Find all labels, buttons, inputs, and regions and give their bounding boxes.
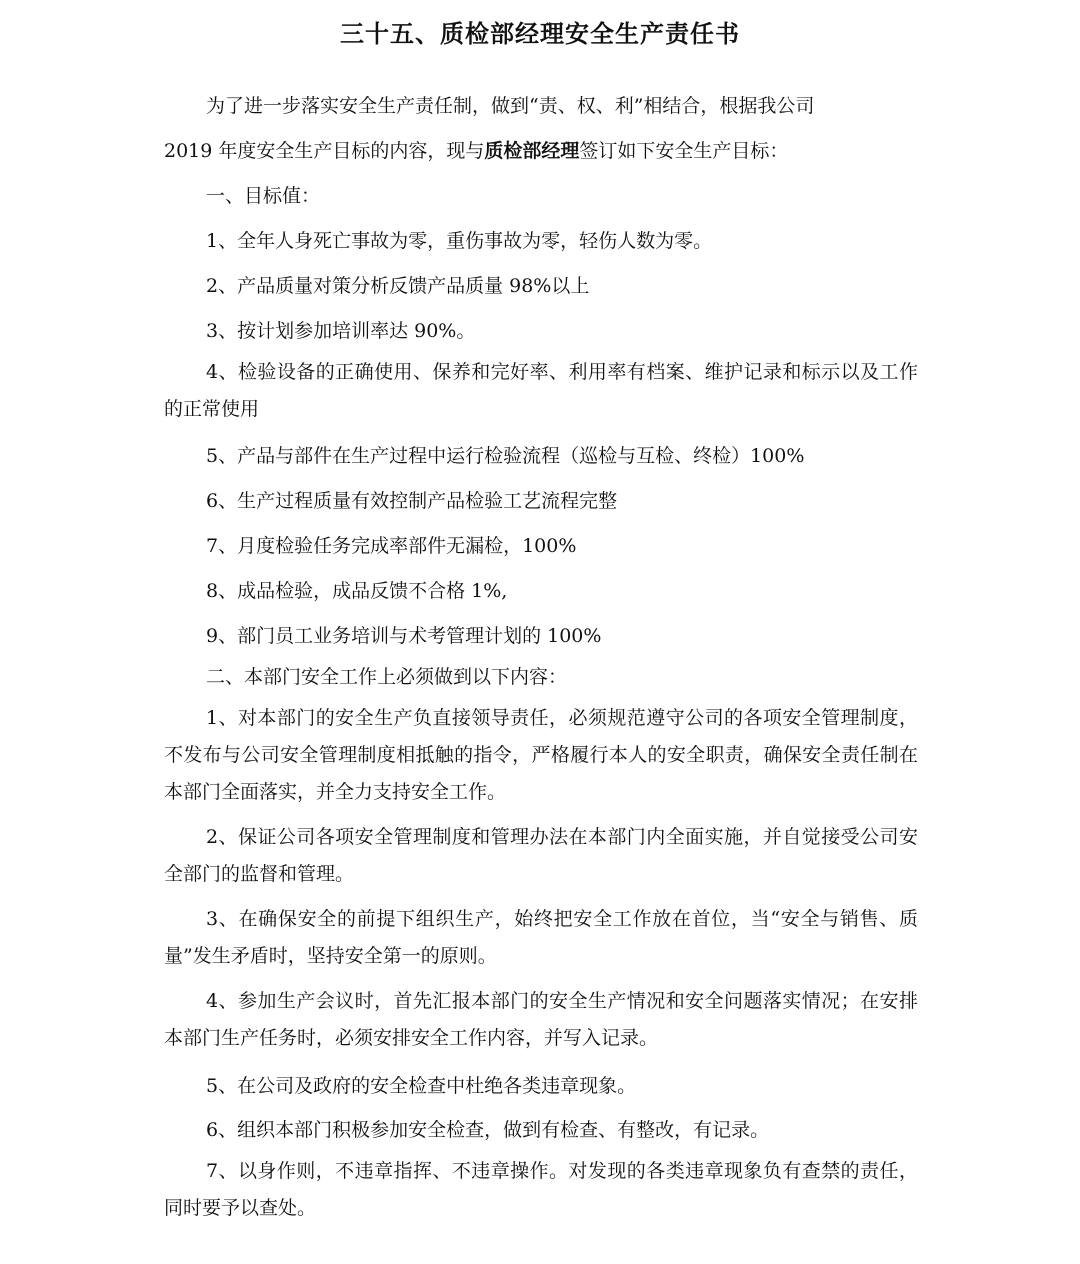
requirement-item-1: 1、对本部门的安全生产负直接领导责任，必须规范遵守公司的各项安全管理制度，不发布与公司安全管理制度相抵触的指令，严格履行本人的安全职责，确保安全责任制在本部门全面落实，并全力支持安全工作。: [164, 707, 918, 803]
intro-paragraph: [164, 84, 918, 174]
target-item-5: 5、产品与部件在生产过程中运行检验流程（巡检与互检、终检）100%: [206, 445, 805, 467]
requirement-item-7: 7、以身作则，不违章指挥、不违章操作。对发现的各类违章现象负有查禁的责任，同时要予以查处。: [164, 1160, 918, 1219]
requirement-item-4: 4、参加生产会议时，首先汇报本部门的安全生产情况和安全问题落实情况；在安排本部门生产任务时，必须安排安全工作内容，并写入记录。: [164, 990, 918, 1049]
intro-line-2-suffix: 签订如下安全生产目标：: [579, 140, 789, 162]
section-2-heading: 二、本部门安全工作上必须做到以下内容：: [206, 666, 568, 688]
intro-line-2: [164, 129, 918, 174]
requirement-item-5: 5、在公司及政府的安全检查中杜绝各类违章现象。: [206, 1075, 637, 1097]
requirement-item-2: 2、保证公司各项安全管理制度和管理办法在本部门内全面实施，并自觉接受公司安全部门的监督和管理。: [164, 826, 918, 885]
requirement-item-3: 3、在确保安全的前提下组织生产，始终把安全工作放在首位，当“安全与销售、质量”发生矛盾时，坚持安全第一的原则。: [164, 908, 918, 967]
document-body: [164, 84, 918, 1227]
target-item-2: 2、产品质量对策分析反馈产品质量 98%以上: [206, 275, 590, 297]
target-item-4: 4、检验设备的正确使用、保养和完好率、利用率有档案、维护记录和标示以及工作的正常使用: [164, 361, 918, 420]
target-item-7: 7、月度检验任务完成率部件无漏检，100%: [206, 535, 577, 557]
target-item-6: 6、生产过程质量有效控制产品检验工艺流程完整: [206, 490, 618, 512]
intro-line-1: 为了进一步落实安全生产责任制，做到“责、权、利”相结合，根据我公司: [206, 95, 815, 117]
section-1-heading: 一、目标值：: [206, 185, 321, 207]
target-item-9: 9、部门员工业务培训与术考管理计划的 100%: [206, 625, 602, 647]
requirement-item-6: 6、组织本部门积极参加安全检查，做到有检查、有整改，有记录。: [206, 1119, 770, 1141]
target-item-1: 1、全年人身死亡事故为零，重伤事故为零，轻伤人数为零。: [206, 230, 713, 252]
target-item-8: 8、成品检验，成品反馈不合格 1%,: [206, 580, 508, 602]
document-title: 三十五、质检部经理安全生产责任书: [340, 19, 740, 48]
target-item-3: 3、按计划参加培训率达 90%。: [206, 320, 476, 342]
position-name: 质检部经理: [484, 140, 580, 162]
intro-line-2-prefix: 2019 年度安全生产目标的内容，现与: [164, 140, 485, 162]
